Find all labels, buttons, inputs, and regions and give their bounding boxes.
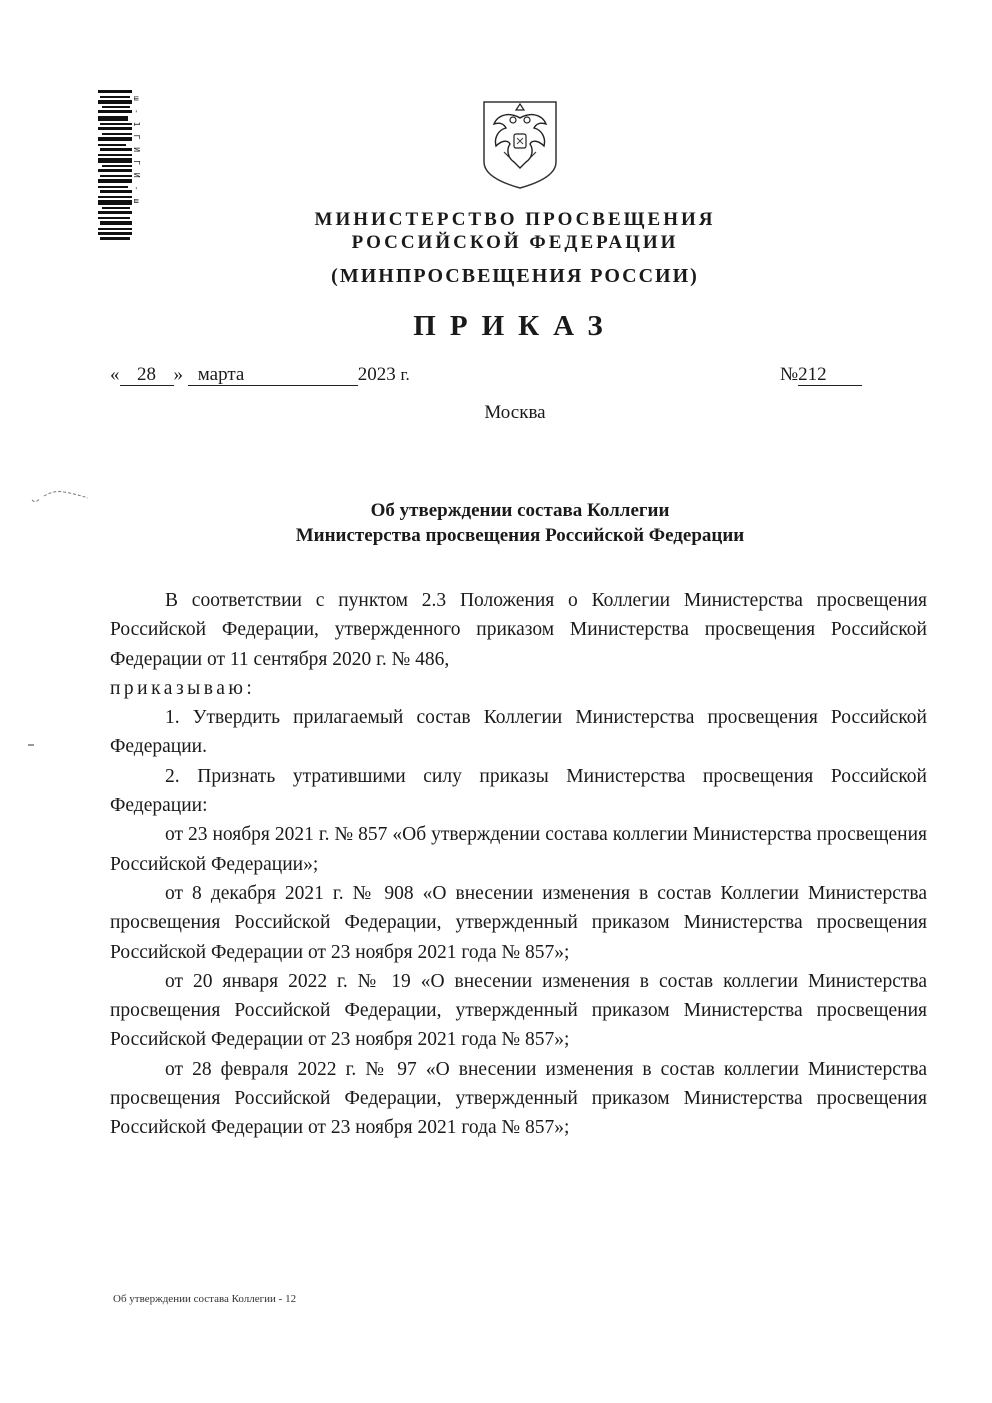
number-sign: № — [780, 364, 799, 385]
date-open-quote: « — [110, 364, 120, 385]
date-month: марта — [188, 365, 358, 386]
ministry-name-line2: РОССИЙСКОЙ ФЕДЕРАЦИИ — [351, 232, 679, 253]
date-day: 28 — [120, 365, 174, 386]
intro-paragraph: В соответствии с пунктом 2.3 Положения о Коллегии Министерства просвещения Российской Федерации, утвержденного приказом Министерства просвещения Российской Федерации от 11 сентября 2020 г. № 486, — [110, 590, 927, 670]
coat-of-arms-emblem — [480, 98, 560, 190]
revoked-order-4: от 28 февраля 2022 г. № 97 «О внесении изменения в состав коллегии Министерства просвещения Российской Федерации, утвержденный приказом Министерства просвещения Российской Федерации от 23 ноября 2021 года № 857»; — [110, 1058, 927, 1139]
order-number-value: 212 — [798, 365, 862, 386]
order-date — [110, 364, 410, 386]
document-body — [110, 586, 927, 1143]
date-close-quote: » — [173, 364, 183, 385]
ministry-short-name: (МИНПРОСВЕЩЕНИЯ РОССИИ) — [331, 265, 699, 287]
order-item-2: 2. Признать утратившими силу приказы Министерства просвещения Российской Федерации: — [110, 765, 927, 817]
order-item-1: 1. Утвердить прилагаемый состав Коллегии Министерства просвещения Российской Федерации. — [110, 707, 927, 758]
page-footer: Об утверждении состава Коллегии - 12 — [113, 1293, 297, 1305]
document-type: ПРИКАЗ — [413, 310, 617, 342]
revoked-order-2: от 8 декабря 2021 г. № 908 «О внесении изменения в состав Коллегии Министерства просвещения Российской Федерации, утвержденный приказом Министерства просвещения Российской Федерации от 23 ноября 2021 года № 857»; — [110, 882, 927, 963]
ministry-name-line1: МИНИСТЕРСТВО ПРОСВЕЩЕНИЯ — [314, 209, 716, 230]
order-word: приказываю: — [110, 677, 256, 699]
stray-mark — [28, 744, 34, 746]
document-title-line1: Об утверждении состава Коллегии — [370, 500, 670, 521]
revoked-order-3: от 20 января 2022 г. № 19 «О внесении изменения в состав коллегии Министерства просвещения Российской Федерации, утвержденный приказом Министерства просвещения Российской Федерации от 23 ноября 2021 года № 857»; — [110, 970, 927, 1051]
document-title-line2: Министерства просвещения Российской Федерации — [295, 525, 745, 546]
date-year-suffix: г. — [400, 365, 410, 384]
revoked-order-1: от 23 ноября 2021 г. № 857 «Об утверждении состава коллегии Министерства просвещения Российской Федерации»; — [110, 824, 927, 875]
order-number — [780, 364, 862, 386]
barcode-digits: ш-1ГИГИ-ш — [132, 96, 141, 212]
city: Москва — [484, 402, 546, 423]
date-year: 2023 — [357, 364, 396, 385]
